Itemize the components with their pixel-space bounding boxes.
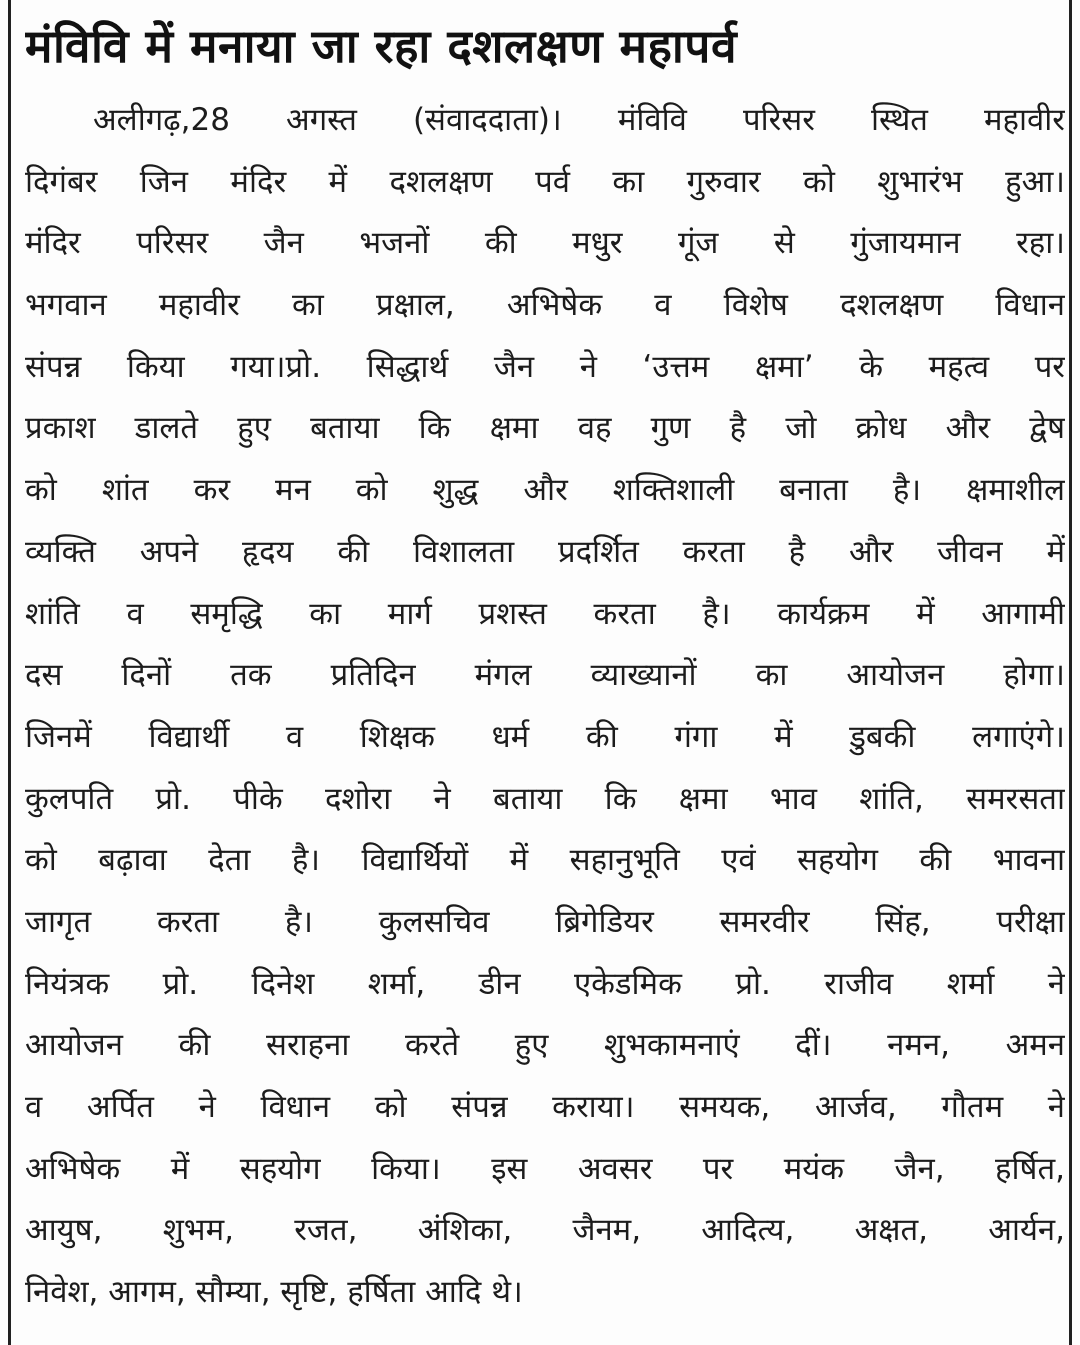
article-line: अभिषेक में सहयोग किया। इस अवसर पर मयंक जैन, हर्षित, — [25, 1150, 1065, 1187]
article-line: आयुष, शुभम, रजत, अंशिका, जैनम, आदित्य, अक्षत, आर्यन, — [25, 1212, 1065, 1249]
article-line: शांति व समृद्धि का मार्ग प्रशस्त करता है। कार्यक्रम में आगामी — [25, 595, 1065, 632]
article-line: मंदिर परिसर जैन भजनों की मधुर गूंज से गुंजायमान रहा। — [25, 225, 1065, 262]
article-line: नियंत्रक प्रो. दिनेश शर्मा, डीन एकेडमिक प्रो. राजीव शर्मा ने — [25, 965, 1065, 1002]
article-line: प्रकाश डालते हुए बताया कि क्षमा वह गुण है जो क्रोध और द्वेष — [25, 410, 1065, 447]
article-line: निवेश, आगम, सौम्या, सृष्टि, हर्षिता आदि थे। — [25, 1274, 523, 1311]
article-line: संपन्न किया गया।प्रो. सिद्धार्थ जैन ने ‘उत्तम क्षमा’ के महत्व पर — [25, 348, 1065, 385]
article-line: अलीगढ़,28 अगस्त (संवाददाता)। मंविवि परिसर स्थित महावीर — [93, 102, 1065, 138]
article-line: जिनमें विद्यार्थी व शिक्षक धर्म की गंगा में डुबकी लगाएंगे। — [25, 718, 1065, 755]
article-line: आयोजन की सराहना करते हुए शुभकामनाएं दीं। नमन, अमन — [25, 1027, 1065, 1064]
article-line: को बढ़ावा देता है। विद्यार्थियों में सहानुभूति एवं सहयोग की भावना — [25, 842, 1065, 879]
newspaper-clipping — [8, 0, 1072, 1345]
article-line: व अर्पित ने विधान को संपन्न कराया। समयक, आर्जव, गौतम ने — [25, 1089, 1065, 1125]
article-line: दिगंबर जिन मंदिर में दशलक्षण पर्व का गुरुवार को शुभारंभ हुआ। — [25, 163, 1065, 200]
article-line: भगवान महावीर का प्रक्षाल, अभिषेक व विशेष दशलक्षण विधान — [25, 287, 1065, 324]
article-line: को शांत कर मन को शुद्ध और शक्तिशाली बनाता है। क्षमाशील — [25, 472, 1065, 509]
article-body — [25, 90, 1065, 1324]
article-line: व्यक्ति अपने हृदय की विशालता प्रदर्शित करता है और जीवन में — [25, 533, 1065, 570]
article-line: कुलपति प्रो. पीके दशोरा ने बताया कि क्षमा भाव शांति, समरसता — [25, 780, 1065, 817]
article-line: जागृत करता है। कुलसचिव ब्रिगेडियर समरवीर सिंह, परीक्षा — [25, 903, 1065, 940]
article-line: दस दिनों तक प्रतिदिन मंगल व्याख्यानों का आयोजन होगा। — [25, 657, 1065, 694]
article-headline: मंविवि में मनाया जा रहा दशलक्षण महापर्व — [25, 19, 738, 73]
